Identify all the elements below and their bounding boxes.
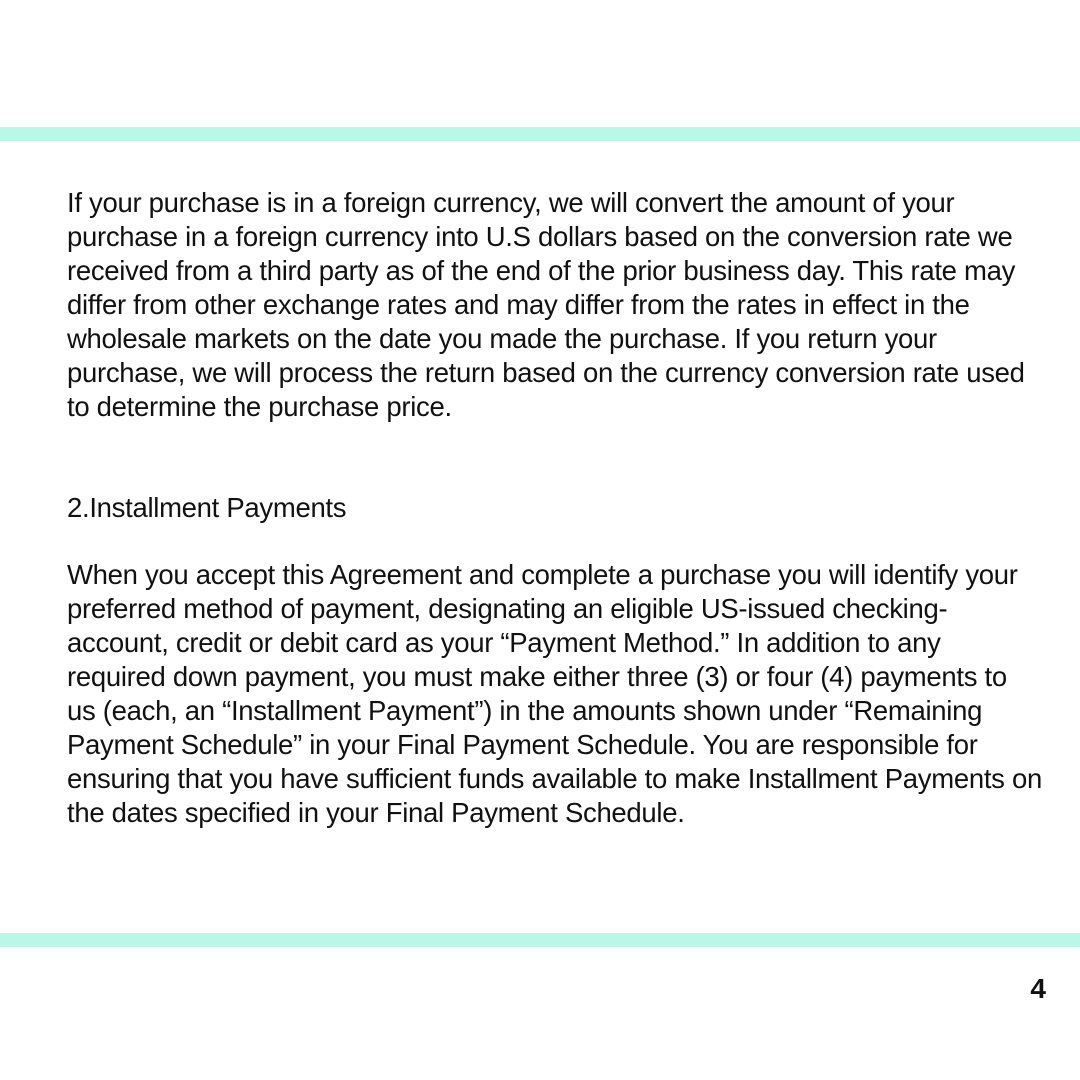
bottom-accent-band — [0, 933, 1080, 947]
top-accent-band — [0, 127, 1080, 141]
section-heading-installment-payments: 2.Installment Payments — [67, 492, 347, 523]
installment-payments-paragraph: When you accept this Agreement and complete a purchase you will identify your preferred method of payment, designating an eligible US-issued checking-account, credit or debit card as your “Payment Method.” In addition to any required down payment, you must make either three (3) or four (4) payments to us (each, an “Installment Payment”) in the amounts shown under “Remaining Payment Schedule” in your Final Payment Schedule. You are responsible for ensuring that you have sufficient funds available to make Installment Payments on the dates specified in your Final Payment Schedule. — [67, 559, 1042, 828]
page-number: 4 — [1030, 973, 1046, 1004]
document-body — [67, 186, 1042, 830]
currency-conversion-paragraph: If your purchase is in a foreign currency, we will convert the amount of your purchase in a foreign currency into U.S dollars based on the conversion rate we received from a third party as of the end of the prior business day. This rate may differ from other exchange rates and may differ from the rates in effect in the wholesale markets on the date you made the purchase. If you return your purchase, we will process the return based on the currency conversion rate used to determine the purchase price. — [67, 187, 1025, 422]
